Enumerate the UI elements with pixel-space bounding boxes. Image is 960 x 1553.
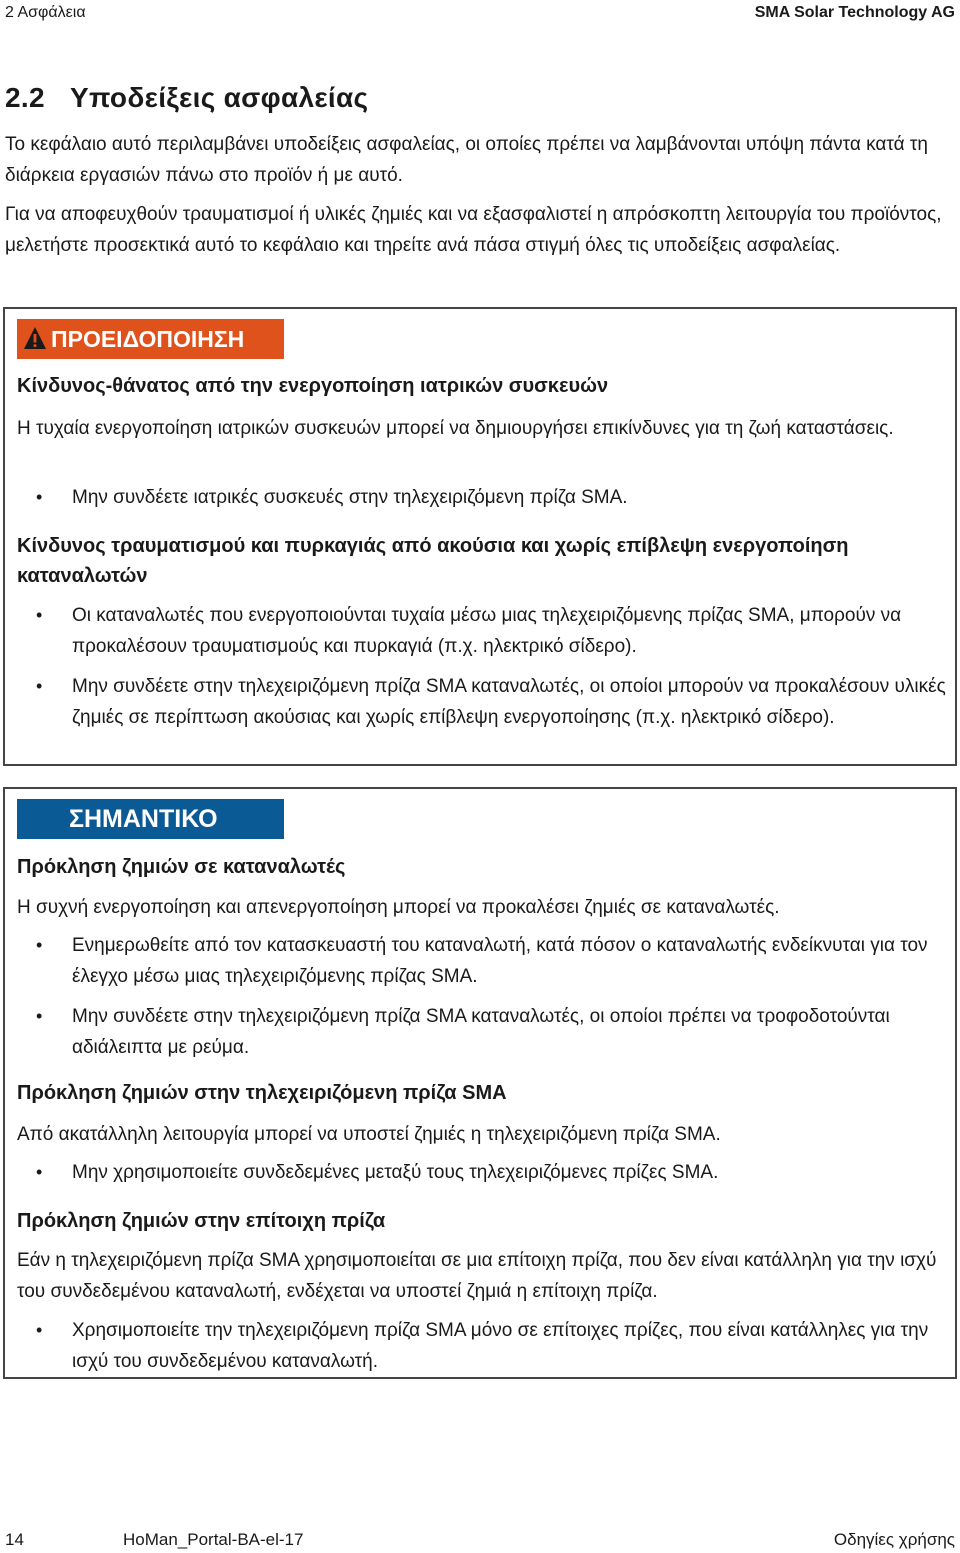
warning-label-text: ΠΡΟΕΙΔΟΠΟΙΗΣΗ xyxy=(51,326,245,352)
notice-text: Από ακατάλληλη λειτουργία μπορεί να υποστεί ζημιές η τηλεχειριζόμενη πρίζα SMA. xyxy=(17,1124,721,1145)
intro-paragraph: Για να αποφευχθούν τραυματισμοί ή υλικές ζημιές και να εξασφαλιστεί η απρόσκοπτη λειτουργία του προϊόντος, μελετήστε προσεκτικά αυτό το κεφάλαιο και τηρείτε ανά πάσα στιγμή όλες τις υποδείξεις ασφαλείας. xyxy=(5,204,942,256)
notice-text: Η συχνή ενεργοποίηση και απενεργοποίηση μπορεί να προκαλέσει ζημιές σε καταναλωτές. xyxy=(17,897,780,918)
section-number: 2.2 xyxy=(5,82,45,113)
notice-list-wall xyxy=(17,1315,947,1386)
notice-list-consumers xyxy=(17,930,947,1072)
notice-text: Εάν η τηλεχειριζόμενη πρίζα SMA χρησιμοποιείται σε μια επίτοιχη πρίζα, που δεν είναι κατάλληλη για την ισχύ του συνδεδεμένου καταναλωτή, ενδέχεται να υποστεί ζημιά η επίτοιχη πρίζα. xyxy=(17,1250,937,1302)
page-number: 14 xyxy=(5,1530,24,1549)
list-item: • Μην συνδέετε στην τηλεχειριζόμενη πρίζα SMA καταναλωτές, οι οποίοι μπορούν να προκαλέσουν υλικές ζημιές σε περίπτωση ακούσιας και χωρίς επίβλεψη ενεργοποίησης (π.χ. ηλεκτρικό σίδερο). xyxy=(17,671,947,733)
page-footer xyxy=(5,1530,955,1552)
list-item: • Μην συνδέετε ιατρικές συσκευές στην τηλεχειριζόμενη πρίζα SMA. xyxy=(17,482,947,513)
notice-label-text: ΣΗΜΑΝΤΙΚΟ xyxy=(69,805,218,833)
warning-heading: Κίνδυνος τραυματισμού και πυρκαγιάς από ακούσια και χωρίς επίβλεψη ενεργοποίηση καταναλωτών xyxy=(17,535,849,587)
notice-heading: Πρόκληση ζημιών στην τηλεχειριζόμενη πρίζα SMA xyxy=(17,1082,507,1104)
list-item: • Μην χρησιμοποιείτε συνδεδεμένες μεταξύ τους τηλεχειριζόμενες πρίζες SMA. xyxy=(17,1157,947,1188)
notice-heading: Πρόκληση ζημιών σε καταναλωτές xyxy=(17,856,346,878)
warning-triangle-icon xyxy=(23,326,47,350)
notice-label xyxy=(17,799,284,839)
list-item: • Οι καταναλωτές που ενεργοποιούνται τυχαία μέσω μιας τηλεχειριζόμενης πρίζας SMA, μπορούν να προκαλέσουν τραυματισμούς και πυρκαγιά (π.χ. ηλεκτρικό σίδερο). xyxy=(17,600,947,662)
notice-list-socket xyxy=(17,1157,947,1197)
warning-heading-medical xyxy=(17,371,947,401)
company-name: SMA Solar Technology AG xyxy=(754,4,955,21)
document-type: Οδηγίες χρήσης xyxy=(833,1530,955,1549)
warning-heading-fire xyxy=(17,531,947,591)
notice-box xyxy=(3,787,957,1379)
notice-text-socket xyxy=(17,1119,947,1150)
notice-heading-socket xyxy=(17,1078,947,1108)
warning-text-medical xyxy=(17,413,947,444)
notice-text-wall xyxy=(17,1245,947,1307)
warning-heading: Κίνδυνος-θάνατος από την ενεργοποίηση ιατρικών συσκευών xyxy=(17,375,609,397)
list-item: • Μην συνδέετε στην τηλεχειριζόμενη πρίζα SMA καταναλωτές, οι οποίοι πρέπει να τροφοδοτούνται αδιάλειπτα με ρεύμα. xyxy=(17,1001,947,1063)
warning-list-medical xyxy=(17,482,947,522)
notice-heading-wall xyxy=(17,1206,947,1236)
warning-label xyxy=(17,319,284,359)
notice-heading: Πρόκληση ζημιών στην επίτοιχη πρίζα xyxy=(17,1210,386,1232)
list-item: • Ενημερωθείτε από τον κατασκευαστή του καταναλωτή, κατά πόσον ο καταναλωτής ενδείκνυται για τον έλεγχο μέσω μιας τηλεχειριζόμενης πρίζας SMA. xyxy=(17,930,947,992)
document-id: HoMan_Portal-BA-el-17 xyxy=(123,1530,304,1549)
chapter-label: 2 Ασφάλεια xyxy=(5,4,86,21)
section-title xyxy=(5,82,368,114)
warning-text: Η τυχαία ενεργοποίηση ιατρικών συσκευών μπορεί να δημιουργήσει επικίνδυνες για τη ζωή καταστάσεις. xyxy=(17,418,894,439)
notice-heading-consumers xyxy=(17,852,947,882)
warning-list-fire xyxy=(17,600,947,742)
warning-box xyxy=(3,307,957,766)
page-header xyxy=(5,4,955,24)
intro-paragraph: Το κεφάλαιο αυτό περιλαμβάνει υποδείξεις ασφαλείας, οι οποίες πρέπει να λαμβάνονται υπόψη πάντα κατά τη διάρκεια εργασιών πάνω στο προϊόν ή με αυτό. xyxy=(5,134,928,186)
section-title-text: Υποδείξεις ασφαλείας xyxy=(70,82,369,113)
notice-text-consumers xyxy=(17,892,947,923)
list-item: • Χρησιμοποιείτε την τηλεχειριζόμενη πρίζα SMA μόνο σε επίτοιχες πρίζες, που είναι κατάλληλες για την ισχύ του συνδεδεμένου καταναλωτή. xyxy=(17,1315,947,1377)
